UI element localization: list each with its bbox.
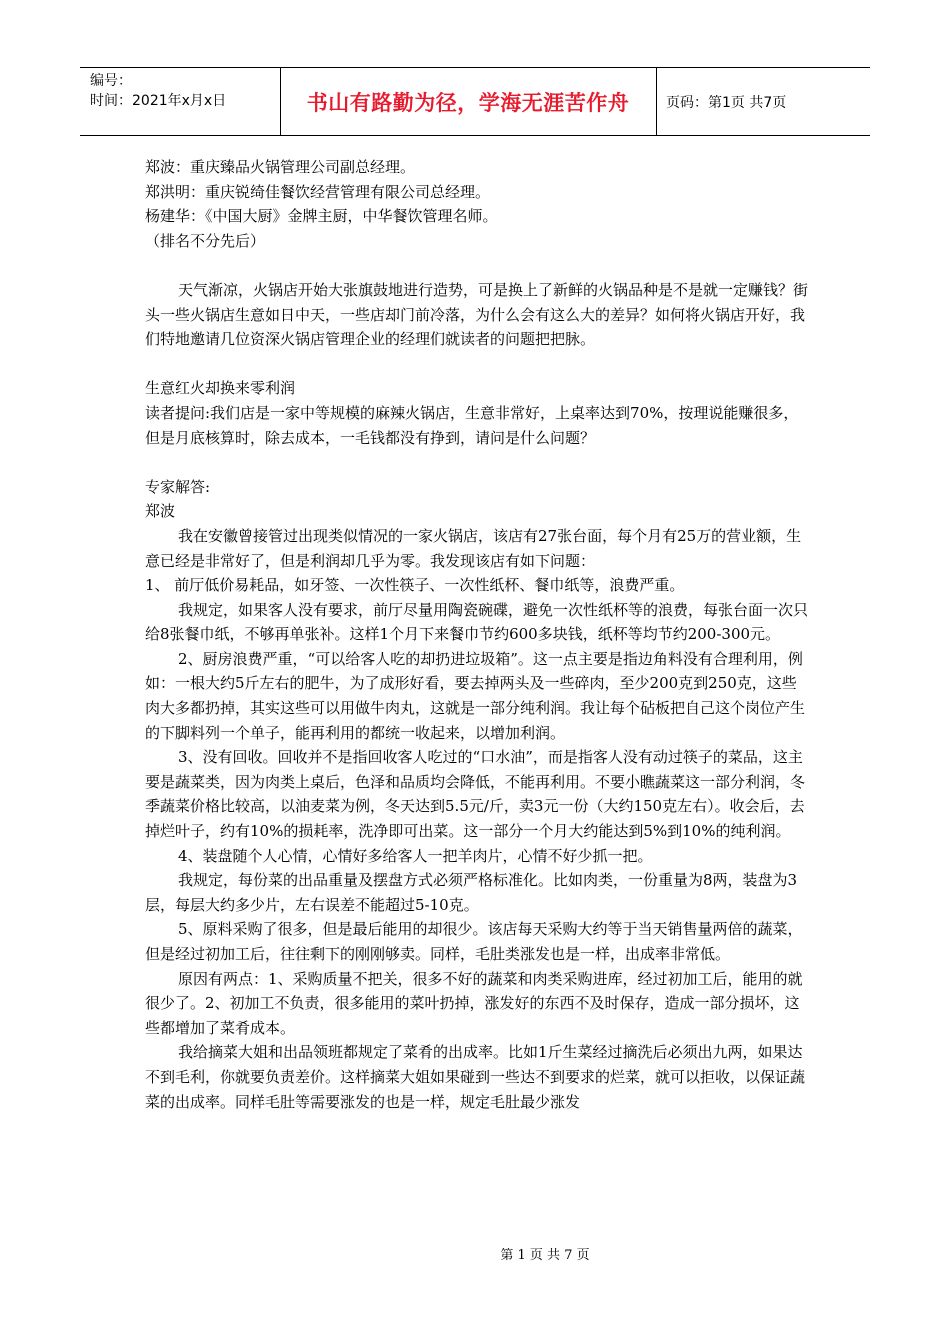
page-footer: 第 1 页 共 7 页: [500, 1248, 590, 1263]
header-motto: 书山有路勤为径，学海无涯苦作舟: [306, 91, 630, 115]
answer-paragraph: 2、厨房浪费严重，“可以给客人吃的却扔进垃圾箱”。这一点主要是指边角料没有合理利用，例如：一根大约5斤左右的肥牛，为了成形好看，要去掉两头及一些碎肉，至少200克到250克，这些肉大多都扔掉，其实这些可以用做牛肉丸，这就是一部分纯利润。我让每个砧板把自己这个岗位产生的下脚料列一个单子，能再利用的都统一收起来，以增加利润。: [145, 649, 806, 742]
document-time-label: 时间：2021年x月x日: [90, 93, 227, 109]
article-body: [145, 155, 809, 1114]
page-header: [80, 67, 870, 136]
header-info: [90, 71, 280, 111]
answer-paragraph: 我规定，如果客人没有要求，前厅尽量用陶瓷碗碟，避免一次性纸杯等的浪费，每张台面一次只给8张餐巾纸，不够再单张补。这样1个月下来餐巾节约600多块钱，纸杯等均节约200-300元。: [145, 600, 809, 644]
intro-line: 杨建华：《中国大厨》金牌主厨，中华餐饮管理名师。: [145, 207, 498, 226]
section-title: 生意红火却换来零利润: [145, 379, 296, 398]
header-divider: [656, 68, 657, 135]
expert-name: 郑波: [145, 502, 176, 521]
intro-line: 郑洪明：重庆锐绮佳餐饮经营管理有限公司总经理。: [145, 182, 491, 201]
intro-line: 郑波：重庆臻品火锅管理公司副总经理。: [145, 158, 416, 176]
answer-paragraph: 3、没有回收。回收并不是指回收客人吃过的“口水油”，而是指客人没有动过筷子的菜品，这主要是蔬菜类，因为肉类上桌后，色泽和品质均会降低，不能再利用。不要小瞧蔬菜这一部分利润，冬季蔬菜价格比较高，以油麦菜为例，冬天达到5.5元/斤，卖3元一份（大约150克左右）。收会后，去掉烂叶子，约有10%的损耗率，洗净即可出菜。这一部分一个月大约能达到5%到10%的纯利润。: [145, 748, 806, 841]
answer-paragraph: 4、装盘随个人心情，心情好多给客人一把羊肉片，心情不好少抓一把。: [178, 846, 653, 865]
expert-label: 专家解答:: [145, 477, 211, 496]
answer-paragraph: 1、 前厅低价易耗品，如牙签、一次性筷子、一次性纸杯、餐巾纸等，浪费严重。: [145, 576, 685, 595]
answer-paragraph: 原因有两点：1、采购质量不把关，很多不好的蔬菜和肉类采购进库，经过初加工后，能用的就很少了。2、初加工不负责，很多能用的菜叶扔掉，涨发好的东西不及时保存，造成一部分损坏，这些都增加了菜肴成本。: [145, 969, 803, 1037]
answer-paragraph: 5、原料采购了很多，但是最后能用的却很少。该店每天采购大约等于当天销售量两倍的蔬菜，但是经过初加工后，往往剩下的刚刚够卖。同样，毛肚类涨发也是一样，出成率非常低。: [145, 920, 803, 963]
intro-line: （排名不分先后）: [145, 231, 266, 250]
answer-paragraph: 我在安徽曾接管过出现类似情况的一家火锅店，该店有27张台面，每个月有25万的营业额，生意已经是非常好了，但是利润却几乎为零。我发现该店有如下问题：: [145, 526, 802, 570]
header-page-number: 页码：第1页 共7页: [666, 95, 787, 111]
reader-question: 读者提问:我们店是一家中等规模的麻辣火锅店，生意非常好，上桌率达到70%，按理说能赚很多，但是月底核算时，除去成本，一毛钱都没有挣到，请问是什么问题？: [145, 403, 799, 447]
answer-paragraph: 我规定，每份菜的出品重量及摆盘方式必须严格标准化。比如肉类，一份重量为8两，装盘为3层，每层大约多少片，左右误差不能超过5-10克。: [145, 871, 798, 914]
answer-paragraph: 我给摘菜大姐和出品领班都规定了菜肴的出成率。比如1斤生菜经过摘洗后必须出九两，如果达不到毛利，你就要负责差价。这样摘菜大姐如果碰到一些达不到要求的烂菜，就可以拒收，以保证蔬菜的出成率。同样毛肚等需要涨发的也是一样，规定毛肚最少涨发: [145, 1043, 806, 1111]
lead-paragraph: 天气渐凉，火锅店开始大张旗鼓地进行造势，可是换上了新鲜的火锅品种是不是就一定赚钱？街头一些火锅店生意如日中天，一些店却门前冷落，为什么会有这么大的差异？如何将火锅店开好，我们特地邀请几位资深火锅店管理企业的经理们就读者的问题把把脉。: [145, 280, 809, 349]
document-number-label: 编号：: [90, 73, 132, 89]
